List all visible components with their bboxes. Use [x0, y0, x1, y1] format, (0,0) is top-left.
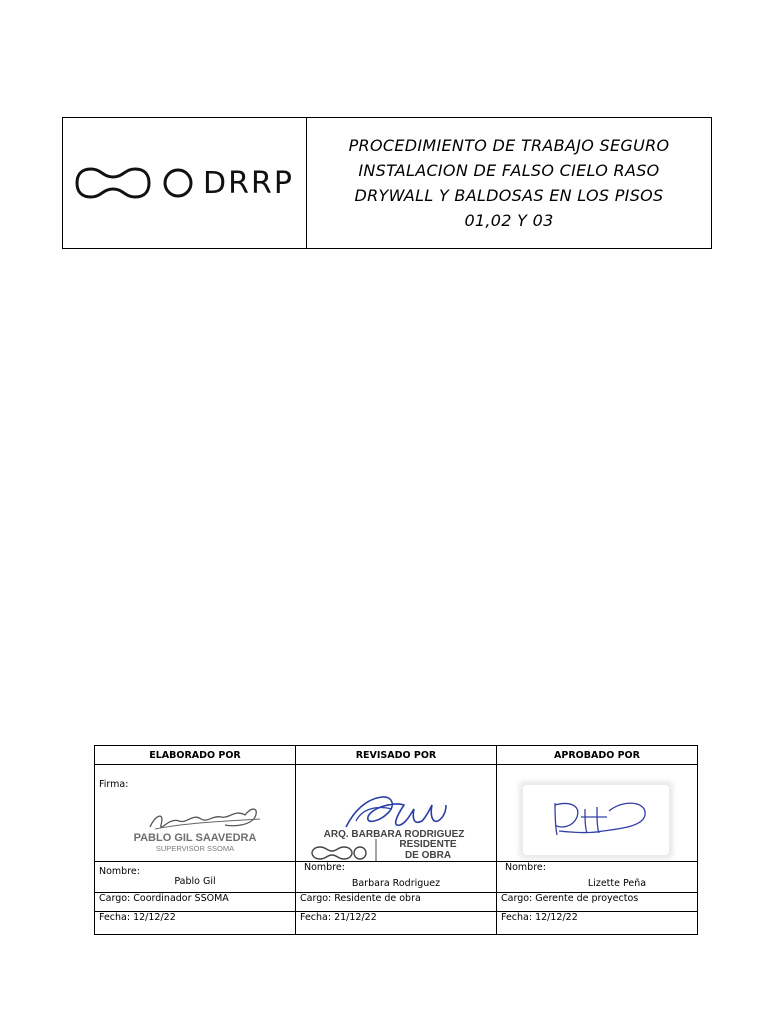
signature-cell-elaborado	[95, 765, 296, 862]
signature-cell-revisado	[296, 765, 497, 862]
name-row	[95, 862, 698, 893]
stamp-role-line-1: RESIDENTE	[399, 839, 457, 850]
fecha-aprobado: Fecha: 12/12/22	[497, 912, 698, 935]
approval-table	[94, 745, 698, 935]
name-cell-aprobado	[497, 862, 698, 893]
cargo-elaborado: Cargo: Coordinador SSOMA	[95, 893, 296, 912]
name-cell-elaborado	[95, 862, 296, 893]
stamp-name: ARQ. BARBARA RODRIGUEZ	[323, 829, 465, 840]
signature-pablo-image	[95, 765, 295, 861]
title-line-2: INSTALACION DE FALSO CIELO RASO	[358, 161, 660, 180]
cargo-aprobado: Cargo: Gerente de proyectos	[497, 893, 698, 912]
logo-cell	[63, 118, 307, 248]
document-title	[349, 133, 670, 233]
stamp-logo-icon	[312, 847, 366, 859]
name-cell-revisado	[296, 862, 497, 893]
document-header	[62, 117, 712, 249]
signature-row	[95, 765, 698, 862]
firma-label: Firma:	[99, 779, 129, 790]
nombre-value: Lizette Peña	[587, 878, 647, 889]
title-line-3: DRYWALL Y BALDOSAS EN LOS PISOS	[354, 186, 664, 205]
title-line-4: 01,02 Y 03	[464, 211, 554, 230]
nombre-label: Nombre:	[505, 862, 546, 873]
nombre-value: Barbara Rodriguez	[351, 878, 441, 889]
signature-barbara-image	[296, 765, 496, 861]
signature-lizette-image	[497, 765, 697, 861]
nombre-value: Pablo Gil	[174, 876, 216, 887]
title-cell	[307, 118, 711, 248]
stamp-role: SUPERVISOR SSOMA	[155, 844, 235, 853]
cargo-row	[95, 893, 698, 912]
heading-aprobado: APROBADO POR	[497, 746, 698, 765]
cargo-revisado: Cargo: Residente de obra	[296, 893, 497, 912]
stamp-role-line-2: DE OBRA	[404, 850, 452, 861]
heading-elaborado: ELABORADO POR	[95, 746, 296, 765]
heading-revisado: REVISADO POR	[296, 746, 497, 765]
fecha-elaborado: Fecha: 12/12/22	[95, 912, 296, 935]
infinity-logo-icon	[75, 166, 167, 200]
signature-cell-aprobado	[497, 765, 698, 862]
fecha-revisado: Fecha: 21/12/22	[296, 912, 497, 935]
fecha-row	[95, 912, 698, 935]
approval-header-row	[95, 746, 698, 765]
logo-text: DRRP	[203, 165, 294, 201]
nombre-label: Nombre:	[99, 866, 140, 877]
stamp-name: PABLO GIL SAAVEDRA	[133, 832, 257, 844]
nombre-label: Nombre:	[304, 862, 345, 873]
title-line-1: PROCEDIMIENTO DE TRABAJO SEGURO	[348, 136, 670, 155]
logo-ring-icon	[163, 166, 193, 200]
company-logo	[75, 166, 294, 201]
